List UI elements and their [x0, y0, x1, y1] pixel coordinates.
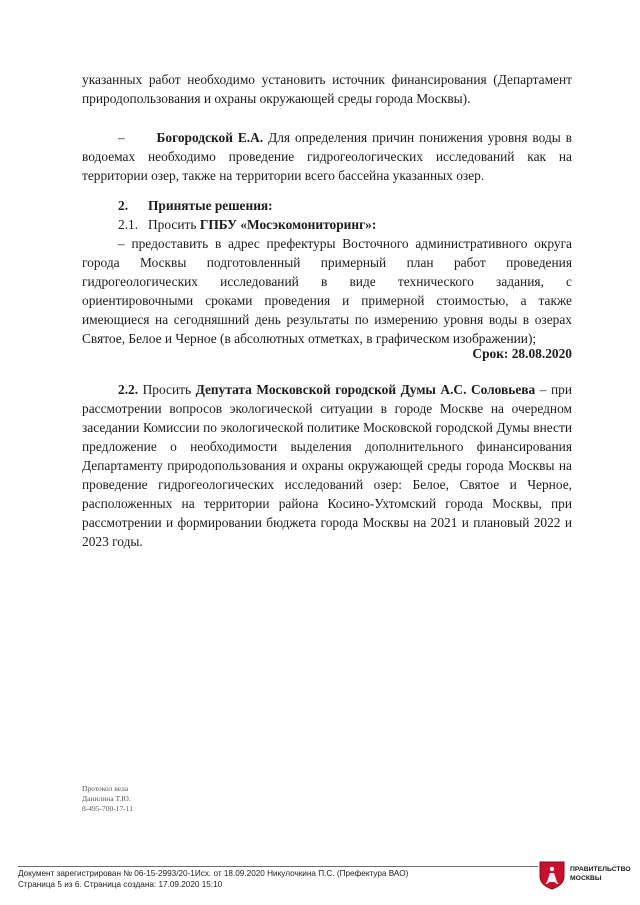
deadline-block — [82, 344, 572, 363]
dash-mark: – — [118, 130, 125, 145]
signature-line: 8-495-700-17-11 — [82, 804, 133, 813]
paragraph-text: – предоставить в адрес префектуры Восточного административного округа города Москвы подготовленный примерный план работ проведения гидрогеологических исследований в виде технического задания, с ориентировочными сроками проведения и примерной стоимостью, а также имеющиеся на сегодняшний день результаты по измерению уровня воды в озерах Святое, Белое и Черное (в абсолютных отметках, в графическом изображении); — [82, 236, 572, 346]
organization-name: ГПБУ «Мосэкомониторинг»: — [199, 217, 377, 232]
deputy-name: Депутата Московской городской Думы А.С. Соловьева — [195, 382, 536, 397]
paragraph-deputy-request — [82, 380, 572, 551]
signature-line: Данилина Т.Ю. — [82, 794, 131, 803]
paragraph-text: указанных работ необходимо установить источник финансирования (Департамент природопользования и охраны окружающей среды города Москвы). — [82, 72, 572, 106]
registration-info — [18, 869, 538, 890]
subsection-prefix: Просить — [148, 217, 200, 232]
signature-line: Протокол вела — [82, 784, 129, 793]
section-number: 2. — [118, 198, 129, 213]
paragraph-bogorodskaya — [82, 128, 572, 185]
paragraph-text: Для определения причин понижения уровня воды в водоемах необходимо проведение гидрогеологических исследований как на территории озер, также на территории всего бассейна указанных озер. — [82, 130, 572, 183]
section-title: Принятые решения: — [148, 198, 273, 213]
person-name: Богородской Е.А. — [156, 130, 264, 145]
deadline-text: Срок: 28.08.2020 — [472, 346, 572, 361]
moscow-coat-of-arms-icon — [538, 860, 566, 890]
subsection-number: 2.1. — [118, 217, 139, 232]
protocol-signature — [82, 784, 133, 814]
paragraph-monitoring-request — [82, 234, 572, 348]
paragraph-text: – при рассмотрении вопросов экологической ситуации в городе Москве на очередном заседании Комиссии по экологической политике Московской городской Думы внести предложение о необходимости выделения дополнительного финансирования Департаменту природопользования и охраны окружающей среды города Москвы на проведение гидрогеологических исследований озер: Белое, Святое и Черное, расположенных на территории района Косино-Ухтомский города Москвы, при рассмотрении и формировании бюджета города Москвы на 2021 и плановый 2022 и 2023 годы. — [82, 382, 572, 549]
paragraph-funding-source — [82, 70, 572, 108]
document-footer — [0, 856, 640, 900]
page-info-line: Страница 5 из 6. Страница создана: 17.09.2020 15:10 — [18, 879, 223, 889]
subsection-prefix: Просить — [138, 382, 196, 397]
section-decisions — [82, 196, 572, 234]
government-logo-text: ПРАВИТЕЛЬСТВО МОСКВЫ — [570, 866, 631, 882]
subsection-number: 2.2. — [118, 382, 139, 397]
registration-line: Документ зарегистрирован № 06-15-2993/20-1Исх. от 18.09.2020 Никулочкина П.С. (Префектура ВАО) — [18, 869, 409, 878]
footer-divider — [18, 866, 538, 867]
